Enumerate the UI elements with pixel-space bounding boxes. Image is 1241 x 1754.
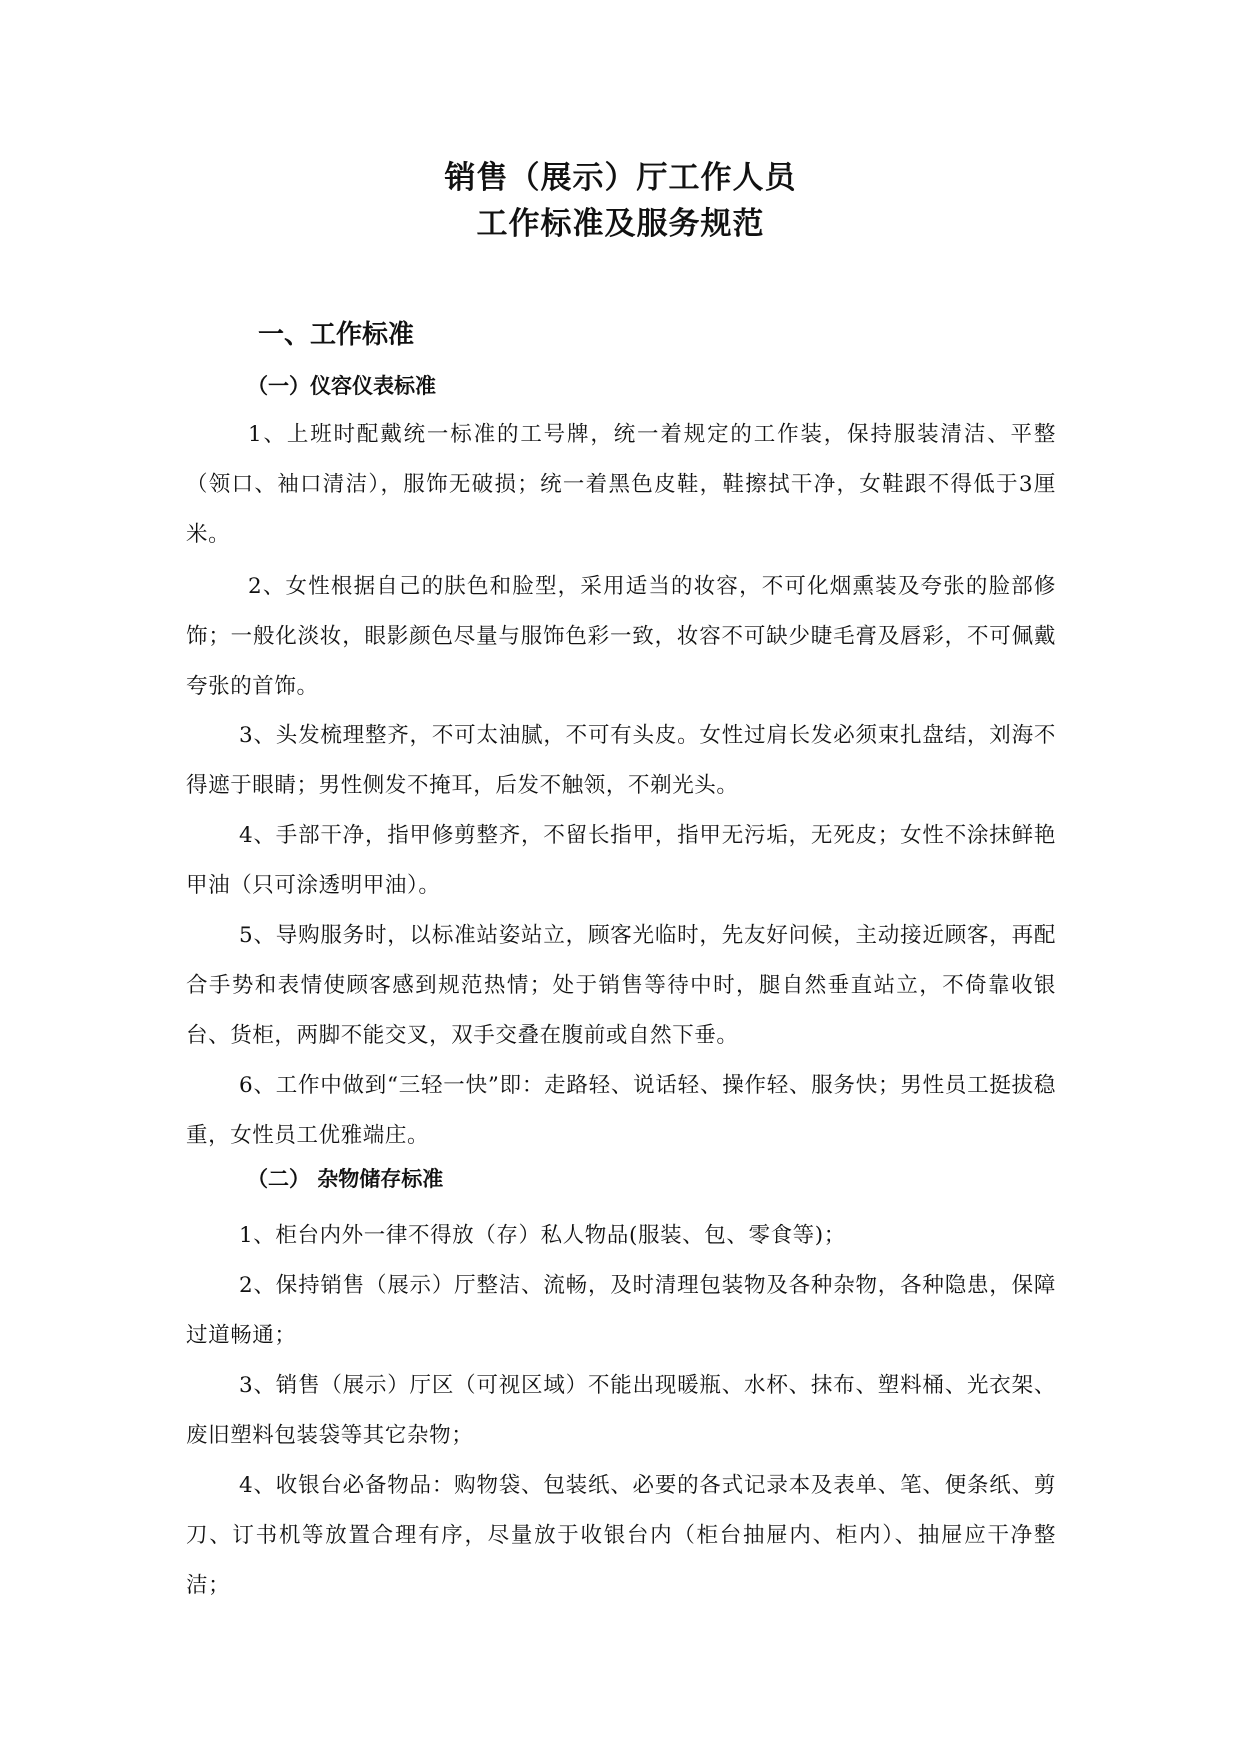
appearance-item-1: 1、上班时配戴统一标准的工号牌，统一着规定的工作装，保持服装清洁、平整（领口、袖口清洁），服饰无破损；统一着黑色皮鞋，鞋擦拭干净，女鞋跟不得低于3厘米。 [186,422,1056,547]
storage-item-4: 4、收银台必备物品：购物袋、包装纸、必要的各式记录本及表单、笔、便条纸、剪刀、订书机等放置合理有序，尽量放于收银台内（柜台抽屉内、柜内）、抽屉应干净整洁； [186,1473,1056,1598]
appearance-item-3: 3、头发梳理整齐，不可太油腻，不可有头皮。女性过肩长发必须束扎盘结，刘海不得遮于眼睛；男性侧发不掩耳，后发不触领，不剃光头。 [186,723,1056,798]
appearance-item-2: 2、女性根据自己的肤色和脸型，采用适当的妆容，不可化烟熏装及夸张的脸部修饰；一般化淡妆，眼影颜色尽量与服饰色彩一致，妆容不可缺少睫毛膏及唇彩，不可佩戴夸张的首饰。 [186,574,1056,699]
subsection-heading-appearance: （一）仪容仪表标准 [247,374,436,398]
storage-item-3: 3、销售（展示）厅区（可视区域）不能出现暖瓶、水杯、抹布、塑料桶、光衣架、废旧塑料包装袋等其它杂物； [186,1373,1056,1448]
document-title-line-1: 销售（展示）厅工作人员 [444,160,797,196]
appearance-item-5: 5、导购服务时，以标准站姿站立，顾客光临时，先友好问候，主动接近顾客，再配合手势和表情使顾客感到规范热情；处于销售等待中时，腿自然垂直站立，不倚靠收银台、货柜，两脚不能交叉，双手交叠在腹前或自然下垂。 [186,923,1056,1048]
appearance-item-4: 4、手部干净，指甲修剪整齐，不留长指甲，指甲无污垢，无死皮；女性不涂抹鲜艳甲油（只可涂透明甲油）。 [186,823,1056,898]
appearance-item-6: 6、工作中做到“三轻一快”即：走路轻、说话轻、操作轻、服务快；男性员工挺拔稳重，女性员工优雅端庄。 [186,1073,1056,1148]
storage-item-2: 2、保持销售（展示）厅整洁、流畅，及时清理包装物及各种杂物，各种隐患，保障过道畅通； [186,1273,1056,1348]
subsection-heading-storage: （二） 杂物储存标准 [247,1167,444,1191]
document-title-line-2: 工作标准及服务规范 [476,206,765,242]
storage-item-1: 1、柜台内外一律不得放（存）私人物品(服装、包、零食等)； [239,1223,846,1248]
section-heading-work-standards: 一、工作标准 [258,320,415,350]
